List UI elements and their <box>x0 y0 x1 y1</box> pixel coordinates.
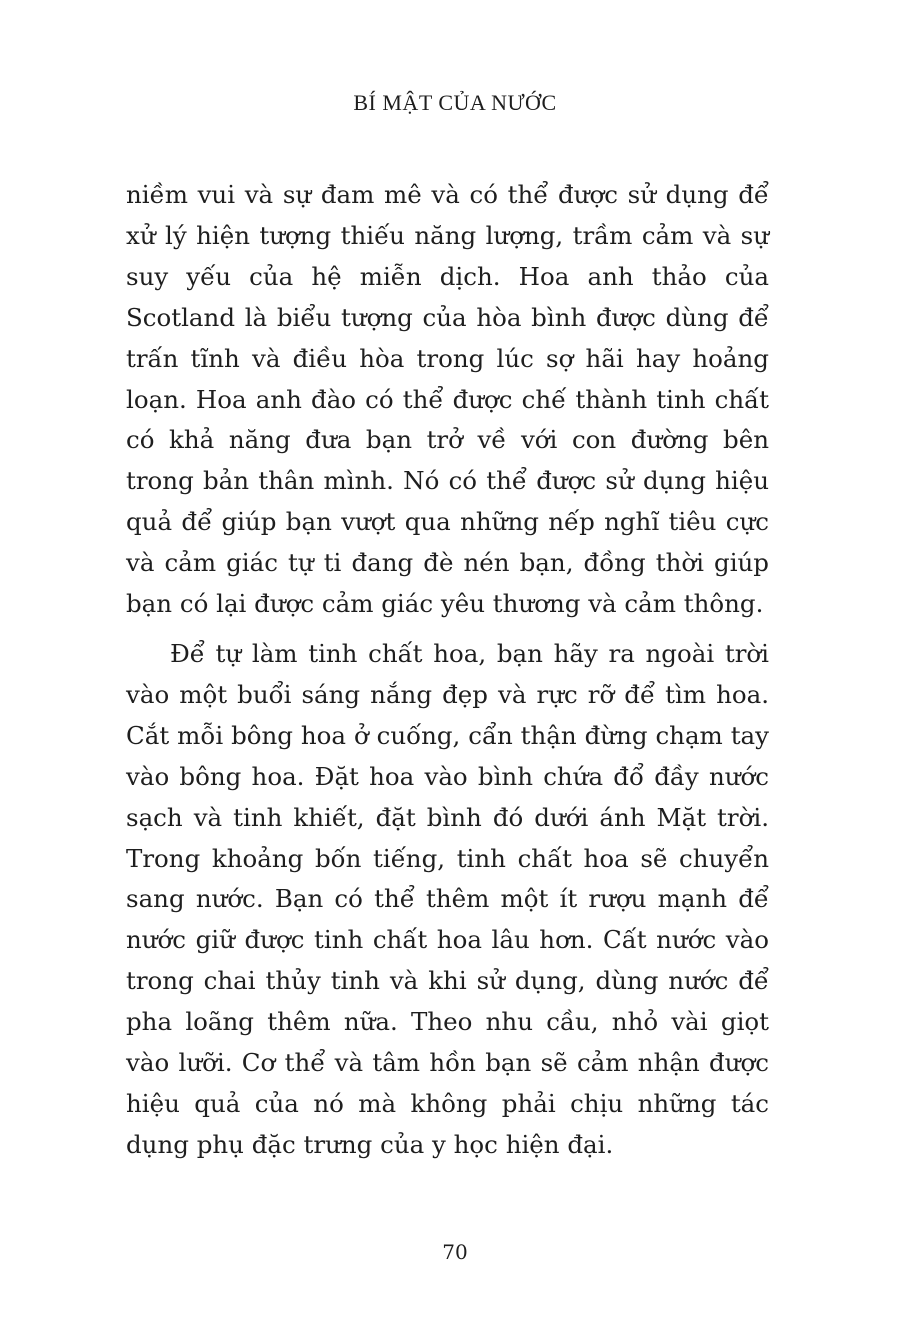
running-header: BÍ MẬT CỦA NƯỚC <box>353 90 557 115</box>
page-number: 70 <box>442 1240 468 1264</box>
paragraph-1: niềm vui và sự đam mê và có thể được sử dụng để xử lý hiện tượng thiếu năng lượng, trầm cảm và sự suy yếu của hệ miễn dịch. Hoa anh thảo của Scotland là biểu tượng của hòa bình được dùng để trấn tĩnh và điều hòa trong lúc sợ hãi hay hoảng loạn. Hoa anh đào có thể được chế thành tinh chất có khả năng đưa bạn trở về với con đường bên trong bản thân mình. Nó có thể được sử dụng hiệu quả để giúp bạn vượt qua những nếp nghĩ tiêu cực và cảm giác tự ti đang đè nén bạn, đồng thời giúp bạn có lại được cảm giác yêu thương và cảm thông. <box>126 180 769 619</box>
body-text <box>126 175 769 1166</box>
paragraph-2: Để tự làm tinh chất hoa, bạn hãy ra ngoài trời vào một buổi sáng nắng đẹp và rực rỡ để tìm hoa. Cắt mỗi bông hoa ở cuống, cẩn thận đừng chạm tay vào bông hoa. Đặt hoa vào bình chứa đổ đầy nước sạch và tinh khiết, đặt bình đó dưới ánh Mặt trời. Trong khoảng bốn tiếng, tinh chất hoa sẽ chuyển sang nước. Bạn có thể thêm một ít rượu mạnh để nước giữ được tinh chất hoa lâu hơn. Cất nước vào trong chai thủy tinh và khi sử dụng, dùng nước để pha loãng thêm nữa. Theo nhu cầu, nhỏ vài giọt vào lưỡi. Cơ thể và tâm hồn bạn sẽ cảm nhận được hiệu quả của nó mà không phải chịu những tác dụng phụ đặc trưng của y học hiện đại. <box>126 638 769 1159</box>
